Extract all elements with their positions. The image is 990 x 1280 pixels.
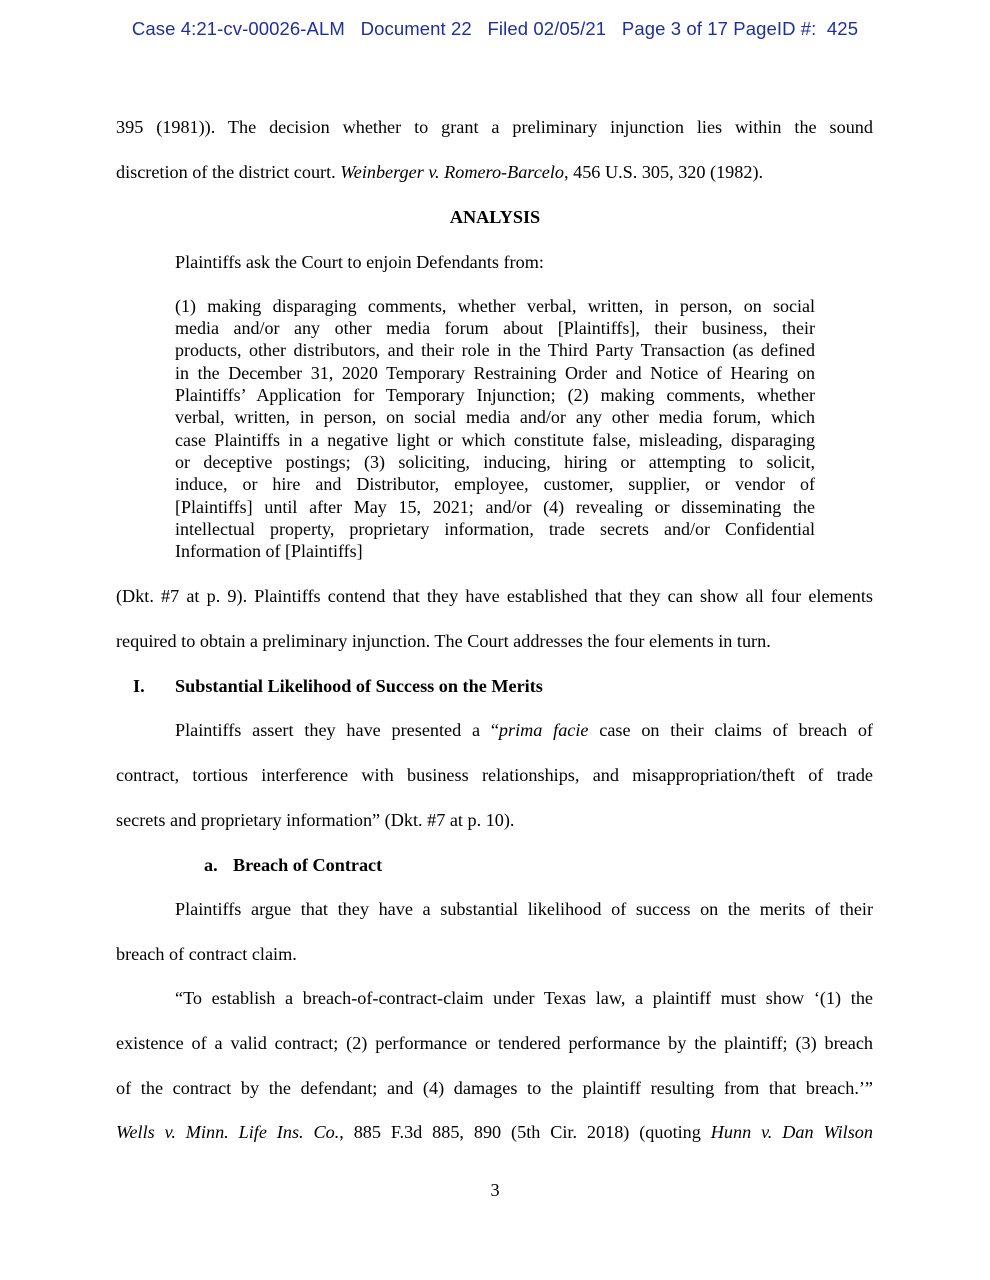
paragraph-line: (Dkt. #7 at p. 9). Plaintiffs contend that they have established that they can show all four elements [116,586,873,606]
header-page: Page 3 of 17 PageID #: [621,18,817,39]
header-filed-date: Filed 02/05/21 [487,18,607,39]
paragraph-line: breach of contract claim. [116,944,297,964]
quote-line: products, other distributors, and their role in the Third Party Transaction (as defined [175,340,815,360]
header-case-number: Case 4:21-cv-00026-ALM [131,18,345,39]
paragraph-line: “To establish a breach-of-contract-claim under Texas law, a plaintiff must show ‘(1) the [175,988,873,1008]
case-header [0,18,990,40]
case-citation: Weinberger v. Romero-Barcelo [340,162,565,182]
text-span: Plaintiffs assert they have presented a “ [175,720,499,740]
paragraph-line [116,162,763,183]
quote-line: verbal, written, in person, on social media and/or any other media forum, which [175,407,815,427]
quote-line: induce, or hire and Distributor, employee, customer, supplier, or vendor of [175,474,815,494]
header-pageid: 425 [826,18,859,39]
case-citation: Hunn v. Dan Wilson [710,1122,873,1142]
quote-line: Information of [Plaintiffs] [175,541,363,561]
quote-line: case Plaintiffs in a negative light or which constitute false, misleading, disparaging [175,430,815,450]
paragraph-line [175,720,873,741]
section-number: I. [133,676,145,696]
paragraph-line: contract, tortious interference with business relationships, and misappropriation/theft of trade [116,765,873,785]
paragraph-line: Plaintiffs argue that they have a substantial likelihood of success on the merits of their [175,899,873,919]
subsection-heading-breach: Breach of Contract [233,855,383,875]
text-span: case on their claims of breach of [588,720,873,740]
paragraph-line: Plaintiffs ask the Court to enjoin Defendants from: [175,252,544,272]
page-number: 3 [490,1180,500,1200]
text-span: , 885 F.3d 885, 890 (5th Cir. 2018) (quoting [339,1122,711,1142]
paragraph-line: of the contract by the defendant; and (4) damages to the plaintiff resulting from that breach.’” [116,1078,873,1098]
quote-line: intellectual property, proprietary information, trade secrets and/or Confidential [175,519,815,539]
quote-line: or deceptive postings; (3) soliciting, inducing, hiring or attempting to solicit, [175,452,815,472]
quote-line: Plaintiffs’ Application for Temporary Injunction; (2) making comments, whether [175,385,815,405]
paragraph-line: existence of a valid contract; (2) performance or tendered performance by the plaintiff; (3) breach [116,1033,873,1053]
paragraph-line [116,1122,873,1143]
header-document: Document 22 [360,18,472,39]
text-span: discretion of the district court. [116,162,341,182]
italic-term: prima facie [498,720,589,740]
quote-line: (1) making disparaging comments, whether verbal, written, in person, on social [175,296,815,316]
quote-line: media and/or any other media forum about [Plaintiffs], their business, their [175,318,815,338]
paragraph-line: 395 (1981)). The decision whether to grant a preliminary injunction lies within the sound [116,117,873,137]
subsection-number: a. [204,855,218,875]
case-citation: Wells v. Minn. Life Ins. Co. [116,1122,340,1142]
section-heading-merits: Substantial Likelihood of Success on the Merits [175,676,543,696]
section-heading-analysis: ANALYSIS [449,207,541,227]
quote-line: in the December 31, 2020 Temporary Restraining Order and Notice of Hearing on [175,363,815,383]
text-span: , 456 U.S. 305, 320 (1982). [564,162,764,182]
paragraph-line: required to obtain a preliminary injunction. The Court addresses the four elements in turn. [116,631,771,651]
quote-line: [Plaintiffs] until after May 15, 2021; and/or (4) revealing or disseminating the [175,497,815,517]
paragraph-line: secrets and proprietary information” (Dkt. #7 at p. 10). [116,810,515,830]
